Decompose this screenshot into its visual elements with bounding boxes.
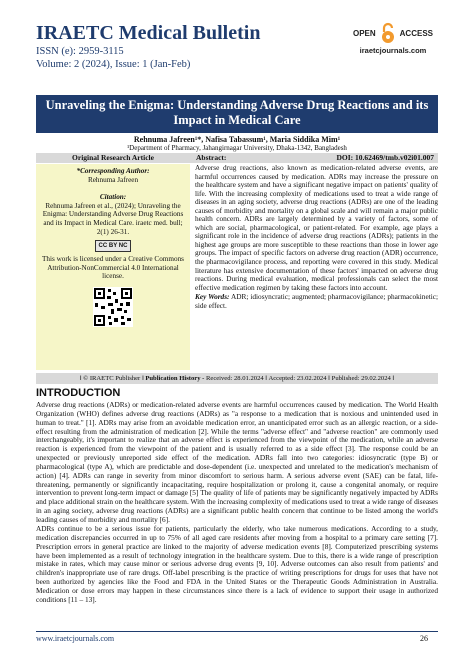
cc-license-badge[interactable]: CC BY NC [95,240,131,252]
article-title: Unraveling the Enigma: Understanding Adverse Drug Reactions and its Impact in Medical Care [36,95,438,133]
footer-divider [36,631,438,632]
open-access-lock-icon [379,22,397,44]
corresponding-author-label: *Corresponding Author: [76,167,150,175]
author-citation-box [36,164,190,370]
corresponding-author-name: Rehnuma Jafreen [87,175,139,184]
footer-url[interactable]: www.iraetcjournals.com [36,634,115,643]
open-access-logo [348,22,438,55]
introduction-heading: INTRODUCTION [36,387,121,399]
abstract-label: Abstract: [196,153,227,162]
journal-title: IRAETC Medical Bulletin [36,22,261,44]
author-list: Rehnuma Jafreen¹*, Nafisa Tabassum¹, Maria Siddika Mim¹ [133,135,341,144]
affiliation: ¹Department of Pharmacy, Jahangirnagar University, Dhaka-1342, Bangladesh [127,144,347,152]
license-text: This work is licensed under a Creative Commons Attribution-NonCommercial 4.0 International license. [42,255,184,281]
logo-text-access: ACCESS [399,28,433,38]
page-number: 26 [420,634,428,643]
volume-line: Volume: 2 (2024), Issue: 1 (Jan-Feb) [36,59,191,70]
doi[interactable]: DOI: 10.62469/tmb.v02i01.007 [336,153,434,162]
intro-paragraph-2: ADRs continue to be a serious issue for patients, particularly the elderly, who take numerous medications. According to a study, medication discrepancies occurred in up to 75% of all aged care residents after moving from a hospital to a primary care setting [7]. Prescription errors in general practice are linked to the majority of adverse medication events [8]. Computerized prescribing systems have been implemented as a result of technology integration in the healthcare system. Due to this, there is a wide range of prescription mistake in rates, which may cause minor or serious adverse drug events [9, 10]. Adverse outcomes can also result from patients' and children's inappropriate use of rare drugs. Off-label prescribing is the practice of writing prescriptions for drugs for uses that have not been authorized by agencies like the Food and FDA in the United States or the Therapeutic Goods Administration in Australia. Medication or dose errors may happen in these circumstances since there is a lack of evidence to support their usage in authorized conditions [11 – 13]. [36,524,438,604]
history-dates: Received: 28.01.2024 ‖ Accepted: 23.02.2024 ‖ Published: 29.02.2024 ‖ [206,375,395,382]
article-type: Original Research Article [72,153,154,162]
copyright-notice: ‖ © IRAETC Publisher ‖ [79,375,144,382]
keywords: ADR; idiosyncratic; augmented; pharmacovigilance; pharmacokinetic; side effect. [195,292,439,310]
logo-text-open: OPEN [352,28,376,38]
abstract-text: Adverse drug reactions, also known as medication-related adverse events, are harmful occurrences caused by medication. ADRs may increase the pressure on the healthcare system and have a significant negative impact on patients' quality of life. With the increasing complexity of medications used to treat a wide range of diseases in an aging society, adverse drug reactions (ADRs) are one of the leading causes of morbidity and mortality on a global scale and will remain a major public health concern. ADRs are largely determined by a variety of factors, some of which are social, pharmacological, or patient-related. For example, age plays a significant role in the incidence of adverse drug reactions (ADRs); patients in the highest age groups are more susceptible to these reactions than those in lower age groups. The impact of specific factors on adverse drug reaction (ADR) occurrence, the pharmacovigilance process, and reporting were covered in this study. Medical literature has extensive documentation of these factors' impacted on adverse drug reactions. During medical evaluation, medical professionals can select the most effective medication regimen by taking these factors into account. [195,163,438,292]
journal-header [36,22,438,88]
history-label: Publication History - [145,375,205,382]
abstract [195,164,438,310]
publication-history-bar [36,373,438,384]
issn-line: ISSN (e): 2959-3115 [36,46,124,57]
intro-paragraph-1: Adverse drug reactions (ADRs) or medication-related adverse events are harmful occurrences caused by medication. The World Health Organization (WHO) defines adverse drug reactions (ADRs) as "a response to a medication that is noxious and unintended used in human to treat." [1]. ADRs may arise from an avoidable medication error, an unanticipated error such as an allergic reaction, or a side-effect resulting from the administration of medication [2]. While the terms "adverse effect" and "adverse reaction" are commonly used interchangeably, it's important to realize that an adverse effect is experienced from the viewpoint of the medication, while an adverse reaction is experienced from the viewpoint of the patient and is usually referred to as a side effect [3]. The response could be an unexpected or previously unreported side effect of the medication. ADRs fall into two categories: idiosyncratic (type B) or pharmacological (type A), which are predictable and dose-dependent (i.e. unexpected and unrelated to the medication's mechanism of action) [4]. ADRs can range in severity from minor discomfort to serious harm. A serious adverse event (SAE) can be fatal, life-threatening, permanently or significantly incapacitating, require hospitalization or prolong it, cause a congenital anomaly, or require intervention to prevent long-term impact or damage [5] The quality of life of patients may be significantly negatively impacted by ADRs and place additional strain on the healthcare system. With the increasing complexity of medications used to treat a wide range of diseases in an aging society, adverse drug reactions (ADRs) are a significant public health concern that continue to be listed among the world's leading causes of morbidity and mortality [6]. [36,400,438,524]
citation-label: Citation: [99,193,127,202]
citation-text: Rehnuma Jafreen et al., (2024); Unraveling the Enigma: Understanding Adverse Drug Reactions and its Impact in Medical Care. iraetc med. bull; 2(1) 26-31. [42,201,184,236]
logo-url: iraetcjournals.com [359,46,427,55]
qr-code-icon [93,287,133,327]
article-info-bar [36,153,438,163]
keywords-label: Key Words: [195,292,230,302]
